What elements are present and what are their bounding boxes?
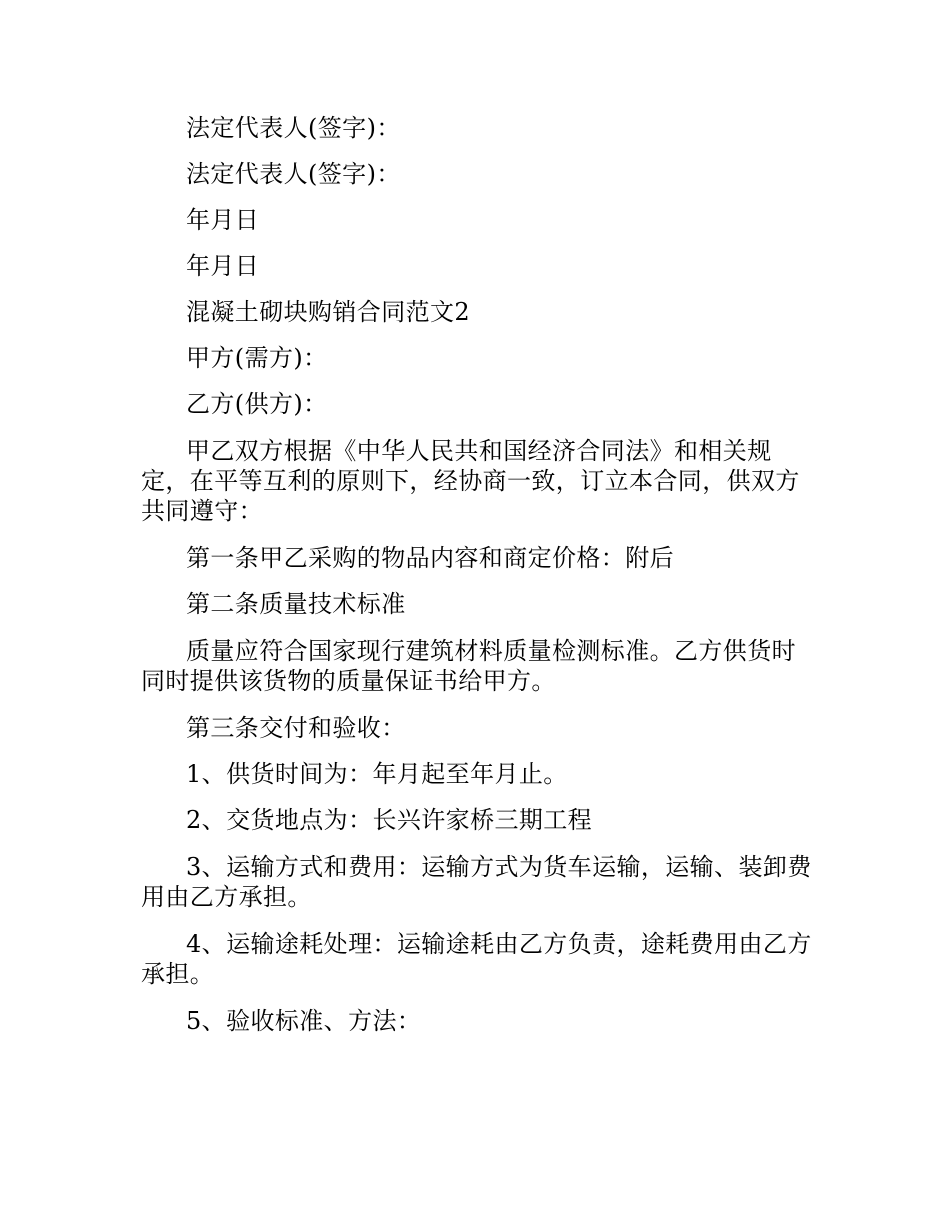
transport-cost-item: 3、运输方式和费用：运输方式为货车运输，运输、装卸费用由乙方承担。 (141, 853, 812, 911)
article-3-heading: 第三条交付和验收： (186, 714, 406, 742)
supply-time-item: 1、供货时间为：年月起至年月止。 (186, 760, 568, 788)
article-1-heading: 第一条甲乙采购的物品内容和商定价格：附后 (186, 544, 674, 572)
contract-title: 混凝土砌块购销合同范文2 (186, 298, 471, 326)
quality-standard-paragraph: 质量应符合国家现行建筑材料质量检测标准。乙方供货时同时提供该货物的质量保证书给甲方。 (141, 637, 796, 695)
signature-line-party-b: 法定代表人(签字)： (186, 160, 401, 188)
acceptance-standard-item: 5、验收标准、方法： (186, 1007, 422, 1035)
party-a-line: 甲方(需方)： (186, 344, 328, 372)
article-2-heading: 第二条质量技术标准 (186, 590, 406, 618)
party-b-line: 乙方(供方)： (186, 390, 328, 418)
transport-loss-item: 4、运输途耗处理：运输途耗由乙方负责，途耗费用由乙方承担。 (141, 930, 812, 988)
delivery-location-item: 2、交货地点为：长兴许家桥三期工程 (186, 806, 593, 834)
date-line-party-b: 年月日 (186, 252, 260, 280)
signature-line-party-a: 法定代表人(签字)： (186, 114, 401, 142)
date-line-party-a: 年月日 (186, 206, 260, 234)
preamble-paragraph: 甲乙双方根据《中华人民共和国经济合同法》和相关规定，在平等互利的原则下，经协商一致，订立本合同，供双方共同遵守： (141, 437, 800, 525)
